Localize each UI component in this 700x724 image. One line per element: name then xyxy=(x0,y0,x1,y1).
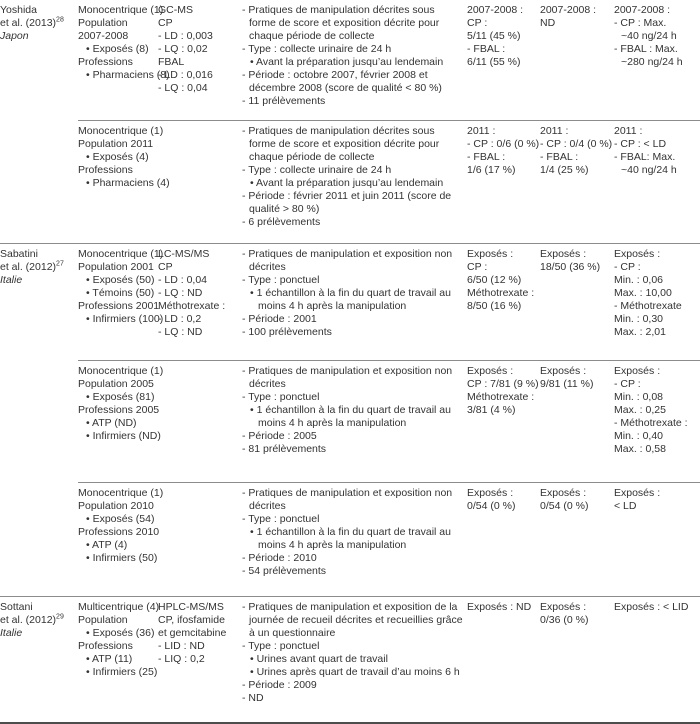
text-line: Population 2011 xyxy=(78,138,154,150)
text-line: Professions 2010 xyxy=(78,526,160,538)
text-line: Min. : 0,40 xyxy=(614,430,664,442)
cell-result-quest xyxy=(540,244,614,360)
text-line: - CP : xyxy=(614,378,641,390)
text-line: - LD : 0,04 xyxy=(158,274,208,286)
cell-practices xyxy=(242,244,467,360)
cell-method xyxy=(158,483,242,596)
text-line: HPLC-MS/MS xyxy=(158,601,224,613)
text-line: 1/6 (17 %) xyxy=(467,164,516,176)
text-line: - Type : ponctuel xyxy=(242,640,320,652)
text-line: Population 2005 xyxy=(78,378,154,390)
cell-method xyxy=(158,121,242,243)
cell-result-quest xyxy=(540,597,614,722)
subrow-container xyxy=(78,244,700,596)
cell-result-freq xyxy=(467,483,540,596)
text-line: - Méthotrexate xyxy=(614,300,682,312)
cell-study-ref xyxy=(0,0,78,243)
study-citation-text: et al. (2012) xyxy=(0,261,57,273)
cell-result-quest xyxy=(540,361,614,482)
cell-result-conc xyxy=(614,597,700,722)
cell-method xyxy=(158,361,242,482)
text-line: 2007-2008 : xyxy=(540,4,597,16)
text-line: - Type : ponctuel xyxy=(242,274,320,286)
text-line: • Urines après quart de travail d’au moins 6 h xyxy=(250,666,460,678)
text-line: • 1 échantillon à la fin du quart de travail au moins 4 h après la manipulation xyxy=(250,404,451,429)
text-line: Exposés : xyxy=(614,365,661,377)
text-line: - Période : 2010 xyxy=(242,552,317,564)
text-line: Exposés : xyxy=(467,248,514,260)
cell-result-quest xyxy=(540,0,614,120)
text-line: - LID : ND xyxy=(158,640,205,652)
table-row xyxy=(78,360,700,482)
text-line: Professions xyxy=(78,640,133,652)
text-line: Exposés : xyxy=(467,487,514,499)
study-group xyxy=(0,0,700,243)
text-line: - ND xyxy=(242,692,264,704)
text-line: - Période : 2005 xyxy=(242,430,317,442)
text-line: Exposés : xyxy=(540,601,587,613)
subrow-container xyxy=(78,597,700,722)
text-line: Exposés : ND xyxy=(467,601,532,613)
text-line: • Avant la préparation jusqu’au lendemain xyxy=(250,177,444,189)
text-line: 2011 : xyxy=(614,125,643,137)
text-line: - CP : < LD xyxy=(614,138,667,150)
cell-practices xyxy=(242,0,467,120)
text-line: - 100 prélèvements xyxy=(242,326,332,338)
study-country: Italie xyxy=(0,627,23,639)
study-citation xyxy=(0,17,75,30)
text-line: - LIQ : 0,2 xyxy=(158,653,205,665)
text-line: - LQ : ND xyxy=(158,326,203,338)
text-line: - CP : 0/6 (0 %) xyxy=(467,138,540,150)
text-line: Monocentrique (1) xyxy=(78,125,164,137)
text-line: Monocentrique (1) xyxy=(78,365,164,377)
text-line: • ATP (4) xyxy=(86,539,128,551)
text-line: - Période : octobre 2007, février 2008 et décembre 2008 (score de qualité < 80 %) xyxy=(242,69,442,94)
text-line: - FBAL : xyxy=(467,43,506,55)
text-line: Professions xyxy=(78,164,133,176)
cell-design xyxy=(78,597,158,722)
text-line: - CP : Max. xyxy=(614,17,667,29)
text-line: CP : xyxy=(467,261,488,273)
text-line: • Témoins (50) xyxy=(86,287,155,299)
table-row xyxy=(78,597,700,722)
text-line: • Pharmaciens (4) xyxy=(86,177,170,189)
text-line: - Méthotrexate : xyxy=(614,417,688,429)
cell-study-ref xyxy=(0,597,78,722)
text-line: • Infirmiers (50) xyxy=(86,552,158,564)
text-line: 2011 : xyxy=(467,125,496,137)
text-line: Max. : 0,58 xyxy=(614,443,666,455)
text-line: Max. : 2,01 xyxy=(614,326,666,338)
cell-result-quest xyxy=(540,121,614,243)
text-line: 8/50 (16 %) xyxy=(467,300,522,312)
text-line: Professions 2001 xyxy=(78,300,160,312)
text-line: - CP : 0/4 (0 %) xyxy=(540,138,613,150)
study-group xyxy=(0,596,700,722)
text-line: - Pratiques de manipulation et exposition non décrites xyxy=(242,487,453,512)
text-line: Méthotrexate : xyxy=(467,391,535,403)
cell-study-ref xyxy=(0,244,78,596)
text-line: • Exposés (54) xyxy=(86,513,155,525)
text-line: 9/81 (11 %) xyxy=(540,378,594,390)
text-line: • Urines avant quart de travail xyxy=(250,653,388,665)
text-line: • Pharmaciens (8) xyxy=(86,69,170,81)
text-line: 2007-2008 : xyxy=(467,4,524,16)
text-line: Max. : 0,25 xyxy=(614,404,666,416)
cell-result-conc xyxy=(614,361,700,482)
text-line: - LQ : 0,04 xyxy=(158,82,208,94)
cell-method xyxy=(158,597,242,722)
cell-method xyxy=(158,244,242,360)
text-line: - Pratiques de manipulation et exposition de la journée de recueil décrites et recueillies grâce à un questionnaire xyxy=(242,601,463,639)
text-line: Multicentrique (4) xyxy=(78,601,160,613)
text-line: - Type : collecte urinaire de 24 h xyxy=(242,164,392,176)
text-line: 18/50 (36 %) xyxy=(540,261,601,273)
cell-design xyxy=(78,483,164,596)
cell-result-freq xyxy=(467,121,540,243)
table-row xyxy=(78,244,700,360)
text-line: 3/81 (4 %) xyxy=(467,404,516,416)
text-line: Exposés : xyxy=(540,487,587,499)
cell-result-quest xyxy=(540,483,614,596)
text-line: - 81 prélèvements xyxy=(242,443,327,455)
cell-practices xyxy=(242,597,467,722)
text-line: Monocentrique (1) xyxy=(78,487,164,499)
text-line: CP, ifosfamide xyxy=(158,614,225,626)
cell-result-freq xyxy=(467,597,540,722)
text-line: - LQ : 0,02 xyxy=(158,43,208,55)
cell-design xyxy=(78,244,164,360)
text-line: - Pratiques de manipulation décrites sous forme de score et exposition décrite pour chaque période de collecte xyxy=(242,125,440,163)
text-line: • Infirmiers (ND) xyxy=(86,430,161,442)
text-line: FBAL xyxy=(158,56,185,68)
table-row xyxy=(78,0,700,120)
text-line: - FBAL : Max. xyxy=(614,43,678,55)
study-citation xyxy=(0,261,75,274)
study-country: Italie xyxy=(0,274,23,286)
text-line: Méthotrexate : xyxy=(467,287,535,299)
text-line: - Type : collecte urinaire de 24 h xyxy=(242,43,392,55)
text-line: 2011 : xyxy=(540,125,569,137)
text-line: Exposés : xyxy=(467,365,514,377)
text-line: Monocentrique (1) xyxy=(78,248,164,260)
cell-result-freq xyxy=(467,361,540,482)
text-line: - 11 prélèvements xyxy=(242,95,326,107)
text-line: • ATP (11) xyxy=(86,653,133,665)
text-line: Exposés : xyxy=(540,365,587,377)
text-line: Max. : 10,00 xyxy=(614,287,672,299)
text-line: - LD : 0,2 xyxy=(158,313,202,325)
cell-result-conc xyxy=(614,0,700,120)
text-line: • 1 échantillon à la fin du quart de travail au moins 4 h après la manipulation xyxy=(250,287,451,312)
text-line: 0/54 (0 %) xyxy=(467,500,516,512)
text-line: - Type : ponctuel xyxy=(242,391,320,403)
text-line: • Avant la préparation jusqu’au lendemain xyxy=(250,56,444,68)
text-line: • Exposés (4) xyxy=(86,151,149,163)
text-line: • Exposés (81) xyxy=(86,391,155,403)
text-line: • ATP (ND) xyxy=(86,417,137,429)
study-citation-text: et al. (2013) xyxy=(0,17,57,29)
study-group xyxy=(0,243,700,596)
text-line: 6/50 (12 %) xyxy=(467,274,522,286)
text-line: Professions xyxy=(78,56,133,68)
text-line: Min. : 0,08 xyxy=(614,391,664,403)
text-line: - Pratiques de manipulation et exposition non décrites xyxy=(242,365,453,390)
text-line: CP : xyxy=(467,17,488,29)
text-line: • Exposés (36) xyxy=(86,627,155,639)
text-line: - FBAL : xyxy=(467,151,506,163)
text-line: Exposés : xyxy=(614,248,661,260)
text-line: 5/11 (45 %) xyxy=(467,30,521,42)
table-row xyxy=(78,482,700,596)
text-line: Méthotrexate : xyxy=(158,300,226,312)
cell-practices xyxy=(242,361,467,482)
cell-result-freq xyxy=(467,0,540,120)
text-line: 6/11 (55 %) xyxy=(467,56,521,68)
study-author: Sottani xyxy=(0,601,33,613)
text-line: - LD : 0,016 xyxy=(158,69,213,81)
text-line: - FBAL : xyxy=(540,151,579,163)
text-line: ND xyxy=(540,17,556,29)
cell-design xyxy=(78,361,164,482)
cell-result-conc xyxy=(614,483,700,596)
text-line: - Pratiques de manipulation et exposition non décrites xyxy=(242,248,453,273)
text-line: 0/54 (0 %) xyxy=(540,500,589,512)
cell-result-freq xyxy=(467,244,540,360)
citation-superscript: 27 xyxy=(56,260,64,268)
text-line: 1/4 (25 %) xyxy=(540,164,589,176)
study-citation-text: et al. (2012) xyxy=(0,614,57,626)
text-line: - LQ : ND xyxy=(158,287,203,299)
text-line: et gemcitabine xyxy=(158,627,227,639)
cell-design xyxy=(78,121,170,243)
text-line: • Exposés (50) xyxy=(86,274,155,286)
text-line: 2007-2008 : xyxy=(614,4,671,16)
text-line: LC-MS/MS xyxy=(158,248,210,260)
text-line: - 6 prélèvements xyxy=(242,216,321,228)
text-line: - FBAL: Max. xyxy=(614,151,676,163)
text-line: CP xyxy=(158,261,173,273)
text-line: • Exposés (8) xyxy=(86,43,149,55)
cell-practices xyxy=(242,121,467,243)
text-line: ~40 ng/24 h xyxy=(621,164,677,176)
text-line: - 54 prélèvements xyxy=(242,565,327,577)
study-author: Sabatini xyxy=(0,248,38,260)
text-line: - Pratiques de manipulation décrites sous forme de score et exposition décrite pour chaque période de collecte xyxy=(242,4,440,42)
text-line: Population xyxy=(78,614,128,626)
text-line: - Période : 2009 xyxy=(242,679,317,691)
text-line: Min. : 0,30 xyxy=(614,313,664,325)
text-line: 2007-2008 xyxy=(78,30,129,42)
text-line: Population xyxy=(78,17,128,29)
text-line: ~40 ng/24 h xyxy=(621,30,677,42)
text-line: CP : 7/81 (9 %) xyxy=(467,378,539,390)
cell-method xyxy=(158,0,242,120)
citation-superscript: 29 xyxy=(56,613,64,621)
text-line: • Infirmiers (100) xyxy=(86,313,164,325)
study-author: Yoshida xyxy=(0,4,37,16)
cell-result-conc xyxy=(614,244,700,360)
text-line: < LD xyxy=(614,500,637,512)
text-line: CP xyxy=(158,17,173,29)
text-line: - Période : février 2011 et juin 2011 (score de qualité > 80 %) xyxy=(242,190,452,215)
text-line: - Période : 2001 xyxy=(242,313,317,325)
text-line: Exposés : xyxy=(614,487,661,499)
text-line: 0/36 (0 %) xyxy=(540,614,589,626)
text-line: Exposés : xyxy=(540,248,587,260)
subrow-container xyxy=(78,0,700,243)
text-line: Population 2010 xyxy=(78,500,154,512)
cell-practices xyxy=(242,483,467,596)
text-line: ~280 ng/24 h xyxy=(621,56,683,68)
text-line: • Infirmiers (25) xyxy=(86,666,158,678)
text-line: Monocentrique (1) xyxy=(78,4,164,16)
text-line: Min. : 0,06 xyxy=(614,274,664,286)
text-line: - Type : ponctuel xyxy=(242,513,320,525)
table-row xyxy=(78,120,700,243)
cell-result-conc xyxy=(614,121,700,243)
text-line: Population 2001 xyxy=(78,261,154,273)
text-line: Professions 2005 xyxy=(78,404,160,416)
study-country: Japon xyxy=(0,30,29,42)
study-citation xyxy=(0,614,75,627)
text-line: - LD : 0,003 xyxy=(158,30,213,42)
citation-superscript: 28 xyxy=(56,16,64,24)
text-line: • 1 échantillon à la fin du quart de travail au moins 4 h après la manipulation xyxy=(250,526,451,551)
text-line: GC-MS xyxy=(158,4,193,16)
text-line: Exposés : < LID xyxy=(614,601,689,613)
text-line: - CP : xyxy=(614,261,641,273)
